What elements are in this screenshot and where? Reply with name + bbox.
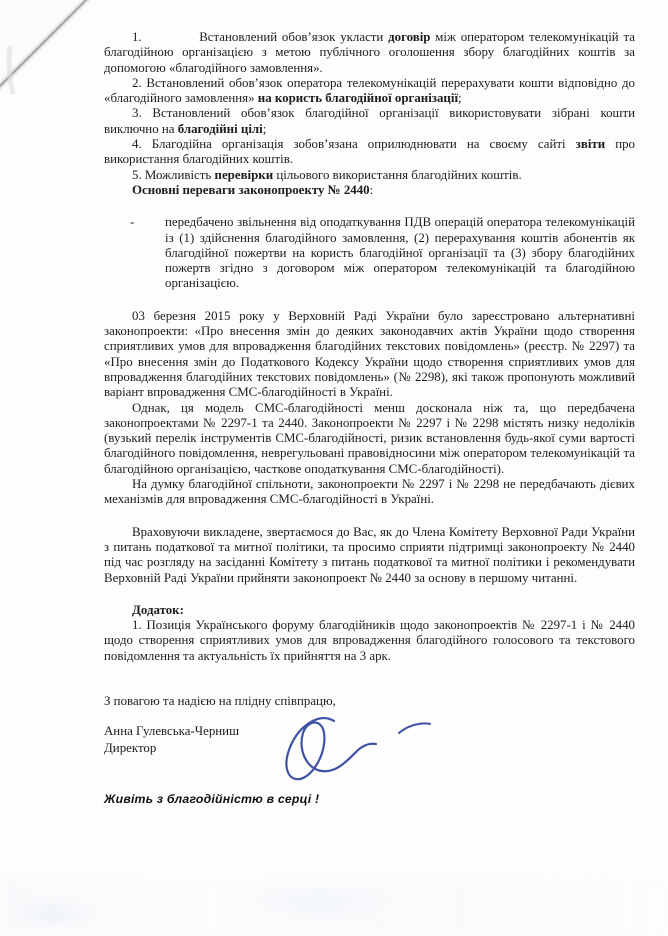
text-run: передбачено звільнення від оподаткування ПДВ операцій оператора телекомунікацій із (1) здійснення благодійного замовлення, (2) перерахування коштів абонентів як благодійної пожертви на користь благодійної організації та (3) збору благодійних пожертв згідно з договором між оператором телекомунікацій та благодійною організацією. (165, 215, 635, 291)
advantages-bullet-list (104, 215, 635, 291)
text-run: Враховуючи викладене, звертаємося до Вас, як до Члена Комітету Верховної Ради України з питань податкової та митної політики, та просимо сприяти підтримці законопроекту № 2440 під час розгляду на засіданні Комітету з питань податкової та митної політики і рекомендувати Верховній Раді України прийняти законопроект № 2440 за основу в першому читанні. (104, 524, 635, 585)
paragraph (104, 618, 635, 664)
paragraph (104, 309, 635, 401)
page-fold-artifact (0, 0, 120, 120)
text-run: : (369, 182, 374, 197)
closing-line: З повагою та надією на плідну співпрацю, (104, 693, 336, 708)
attachment-list (104, 618, 635, 664)
text-run: Основні переваги законопроекту № 2440 (132, 182, 370, 197)
letter-content (104, 30, 635, 808)
text-run: Однак, ця модель СМС-благодійності менш досконала ніж та, що передбачена законопроектами № 2297-1 та 2440. Законопроекти № 2297 і № 2298 містять низку недоліків (вузький перелік інструментів СМС-благодійності, ризик встановлення будь-якої суми вартості благодійного повідомлення, неврегульовані правовідносини між оператором телекомунікацій та благодійною організацією, часткове оподаткування СМС-благодійності). (104, 400, 635, 476)
text-run: 2. Встановлений обов’язок оператора телекомунікацій перерахувати кошти відповідно до «благодійного замовлення» (104, 75, 635, 106)
text-run: 4. Благодійна організація зобов’язана оприлюднювати на своєму сайті (132, 137, 576, 152)
text-run: ; (262, 121, 267, 136)
paragraph (104, 30, 635, 76)
signer-title: Директор (104, 740, 157, 755)
paragraph (104, 401, 635, 477)
text-run: На думку благодійної спільноти, законопроекти № 2297 і № 2298 не передбачають дієвих механізмів для впровадження СМС-благодійності в Україні. (104, 477, 635, 507)
scan-bleedthrough-artifact (0, 878, 668, 936)
text-run: 1. Встановлений обов’язок укласти (132, 30, 389, 44)
fold-highlight (0, 0, 92, 92)
numbered-list (104, 30, 635, 183)
advantages-heading (104, 183, 635, 198)
text-run: між оператором телекомунікацій та благодійною організацією з метою публічного оголошення збору благодійних коштів за допомогою «благодійного замовлення». (104, 30, 635, 75)
text-run: ; (458, 91, 462, 106)
signature-block (104, 723, 635, 756)
text-run: цільового використання благодійних коштів. (273, 167, 522, 182)
body-paragraphs (104, 309, 635, 508)
bullet-item (104, 215, 635, 291)
text-run: на користь благодійної організації (257, 91, 459, 106)
paragraph (104, 106, 635, 137)
paragraph (104, 477, 635, 508)
appeal-paragraph (104, 525, 635, 586)
fold-line (0, 0, 92, 92)
signer-name: Анна Гулевська-Черниш (104, 724, 240, 739)
text-run: благодійні цілі (177, 121, 263, 136)
fold-smudge (9, 46, 13, 94)
bullet-text (165, 215, 635, 291)
text-run: договір (388, 30, 431, 44)
text-run: 5. Можливість (132, 167, 215, 182)
text-run: звіти (575, 137, 606, 152)
text-run: 03 березня 2015 року у Верховній Раді України було зареєстровано альтернативні законопроекти: «Про внесення змін до деяких законодавчих актів України щодо створення сприятливих умов для впровадження благодійних текстових повідомлень» (реєстр. № 2297) та «Про внесення змін до Податкового Кодексу України щодо створення сприятливих умов для впровадження благодійних текстових повідомлень» (№ 2298), які також пропонують можливий варіант впровадження СМС-благодійності в Україні. (104, 308, 635, 400)
text-run: перевірки (214, 167, 274, 182)
paragraph (104, 137, 635, 168)
text-run: про використання благодійних коштів. (104, 137, 636, 167)
slogan: Живіть з благодійністю в серці ! (104, 792, 320, 807)
fold-shadow (0, 0, 92, 92)
text-run: 3. Встановлений обов’язок благодійної організації використовувати зібрані кошти виключно на (104, 106, 635, 136)
bullet-marker: - (130, 215, 135, 230)
text-run: 1. Позиція Українського форуму благодійників щодо законопроектів № 2297-1 і № 2440 щодо створення сприятливих умов для впровадження благодійного голосового та текстового повідомлення та актуальність їх прийняття на 3 арк. (104, 618, 635, 663)
attachment-heading: Додаток: (132, 602, 184, 617)
paragraph (104, 76, 635, 107)
paragraph (104, 168, 635, 183)
